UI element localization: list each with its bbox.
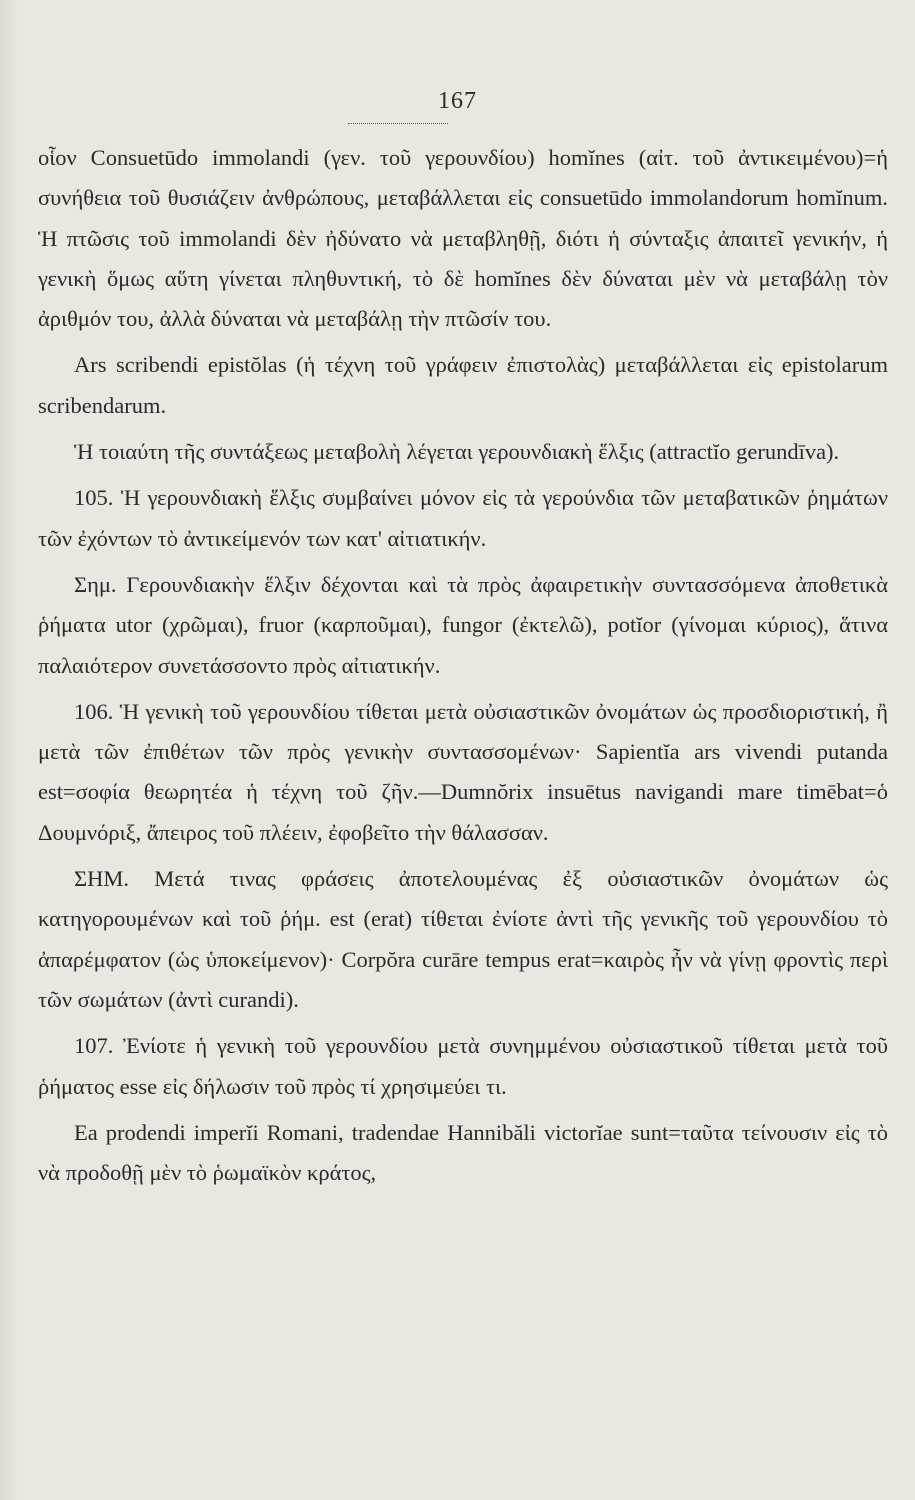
paragraph-2: Ars scribendi epistŏlas (ἡ τέχνη τοῦ γράφειν ἐπιστολὰς) μεταβάλλεται εἰς epistolarum scribendarum. xyxy=(38,352,888,418)
paragraph-8: 107. Ἐνίοτε ἡ γενικὴ τοῦ γερουνδίου μετὰ συνημμένου οὐσιαστικοῦ τίθεται μετὰ τοῦ ῥήματος esse εἰς δήλωσιν τοῦ πρὸς τί χρησιμεύει τι. xyxy=(38,1033,888,1099)
page-number: 167 xyxy=(438,88,477,114)
paragraph-3: Ἡ τοιαύτη τῆς συντάξεως μεταβολὴ λέγεται γερουνδιακὴ ἕλξις (attractĭo gerundīva). xyxy=(74,439,840,465)
binding-shadow xyxy=(0,0,18,1500)
header-rule xyxy=(348,123,448,124)
paragraph-1: οἷον Consuetūdo immolandi (γεν. τοῦ γερουνδίου) homĭnes (αἰτ. τοῦ ἀντικειμένου)=ἡ συνήθεια τοῦ θυσιάζειν ἀνθρώπους, μεταβάλλεται εἰς consuetūdo immolandorum homĭnum. Ἡ πτῶσις τοῦ immolandi δὲν ἠδύνατο νὰ μεταβληθῇ, διότι ἡ σύνταξις ἀπαιτεῖ γενικήν, ἡ γενικὴ ὅμως αὕτη γίνεται πληθυντική, τὸ δὲ homĭnes δὲν δύναται μὲν νὰ μεταβάλῃ τὸν ἀριθμόν του, ἀλλὰ δύναται νὰ μεταβάλῃ τὴν πτῶσίν του. xyxy=(38,145,888,332)
paragraph-9: Ea prodendi imperĭi Romani, tradendae Hannibăli victorĭae sunt=ταῦτα τείνουσιν εἰς τὸ νὰ προδοθῇ μὲν τὸ ῥωμαϊκὸν κράτος, xyxy=(38,1119,888,1186)
paragraph-7: ΣΗΜ. Μετά τινας φράσεις ἀποτελουμένας ἐξ οὐσιαστικῶν ὀνομάτων ὡς κατηγορουμένων καὶ τοῦ ῥήμ. est (erat) τίθεται ἐνίοτε ἀντὶ τῆς γενικῆς τοῦ γερουνδίου τὸ ἀπαρέμφατον (ὡς ὑποκείμενον)· Corpŏra curāre tempus erat=καιρὸς ἦν νὰ γίνῃ φροντὶς περὶ τῶν σωμάτων (ἀντὶ curandi). xyxy=(38,866,888,1012)
paragraph-6: 106. Ἡ γενικὴ τοῦ γερουνδίου τίθεται μετὰ οὐσιαστικῶν ὀνομάτων ὡς προσδιοριστική, ἢ μετὰ τῶν ἐπιθέτων τῶν πρὸς γενικὴν συντασσομένων· Sapientĭa ars vivendi putanda est=σοφία θεωρητέα ἡ τέχνη τοῦ ζῆν.—Dumnŏrix insuētus navigandi mare timēbat=ὁ Δουμνόριξ, ἄπειρος τοῦ πλέειν, ἐφοβεῖτο τὴν θάλασσαν. xyxy=(38,698,888,845)
paragraph-5: Σημ. Γερουνδιακὴν ἕλξιν δέχονται καὶ τὰ πρὸς ἀφαιρετικὴν συντασσόμενα ἀποθετικὰ ῥήματα utor (χρῶμαι), fruor (καρποῦμαι), fungor (ἐκτελῶ), potĭor (γίνομαι κύριος), ἅτινα παλαιότερον συνετάσσοντο πρὸς αἰτιατικήν. xyxy=(38,571,888,678)
paragraph-4: 105. Ἡ γερουνδιακὴ ἕλξις συμβαίνει μόνον εἰς τὰ γερούνδια τῶν μεταβατικῶν ῥημάτων τῶν ἐχόντων τὸ ἀντικείμενόν των κατ' αἰτιατικήν. xyxy=(38,485,888,551)
body-text xyxy=(38,138,888,1199)
